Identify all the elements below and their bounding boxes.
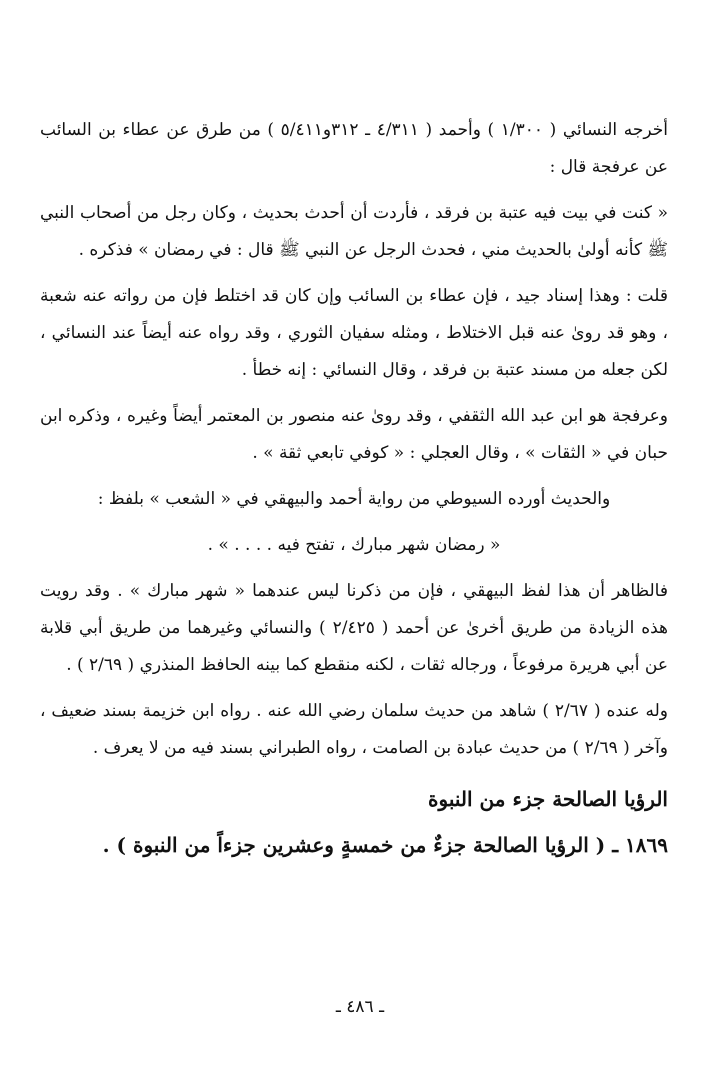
section-title: الرؤيا الصالحة جزء من النبوة — [428, 787, 668, 811]
takhrij-paragraph: أخرجه النسائي ( ١/٣٠٠ ) وأحمد ( ٤/٣١١ ـ ٣١٢و٥/٤١١ ) من طرق عن عطاء بن السائب عن عرفجة قال : — [40, 120, 668, 177]
hadith-narration-paragraph: « كنت في بيت فيه عتبة بن فرقد ، فأردت أن أحدث بحديث ، وكان رجل من أصحاب النبي ﷺ كأنه أولىٰ بالحديث مني ، فحدث الرجل عن النبي ﷺ قال : في رمضان » فذكره . — [40, 203, 668, 260]
witness-hadith-paragraph: وله عنده ( ٢/٦٧ ) شاهد من حديث سلمان رضي الله عنه . رواه ابن خزيمة بسند ضعيف ، وآخر ( ٢/٦٩ ) من حديث عبادة بن الصامت ، رواه الطبراني بسند فيه من لا يعرف . — [40, 701, 668, 758]
page-body — [40, 112, 668, 865]
isnad-commentary-paragraph: قلت : وهذا إسناد جيد ، فإن عطاء بن السائب وإن كان قد اختلط فإن من رواته عنه شعبة ، وهو قد روىٰ عنه قبل الاختلاط ، ومثله سفيان الثوري ، وقد رواه عنه أيضاً عند النسائي ، لكن جعله من مسند عتبة بن فرقد ، وقال النسائي : إنه خطأ . — [40, 286, 668, 380]
suyuti-reference-paragraph: والحديث أورده السيوطي من رواية أحمد والبيهقي في « الشعب » بلفظ : — [97, 489, 611, 509]
hadith-heading: ١٨٦٩ ـ ( الرؤيا الصالحة جزءٌ من خمسةٍ وعشرين جزءاً من النبوة ) . — [102, 833, 668, 857]
quoted-wording-paragraph: « رمضان شهر مبارك ، تفتح فيه . . . . » . — [207, 535, 501, 555]
page-number: ـ ٤٨٦ ـ — [335, 997, 385, 1017]
narrator-note-paragraph: وعرفجة هو ابن عبد الله الثقفي ، وقد روىٰ عنه منصور بن المعتمر أيضاً وغيره ، وذكره ابن حبان في « الثقات » ، وقال العجلي : « كوفي تابعي ثقة » . — [40, 406, 668, 463]
bayhaqi-wording-paragraph: فالظاهر أن هذا لفظ البيهقي ، فإن من ذكرنا ليس عندهما « شهر مبارك » . وقد رويت هذه الزيادة من طريق أخرىٰ عن أحمد ( ٢/٤٢٥ ) والنسائي وغيرهما من طريق أبي قلابة عن أبي هريرة مرفوعاً ، ورجاله ثقات ، لكنه منقطع كما بينه الحافظ المنذري ( ٢/٦٩ ) . — [40, 581, 668, 675]
